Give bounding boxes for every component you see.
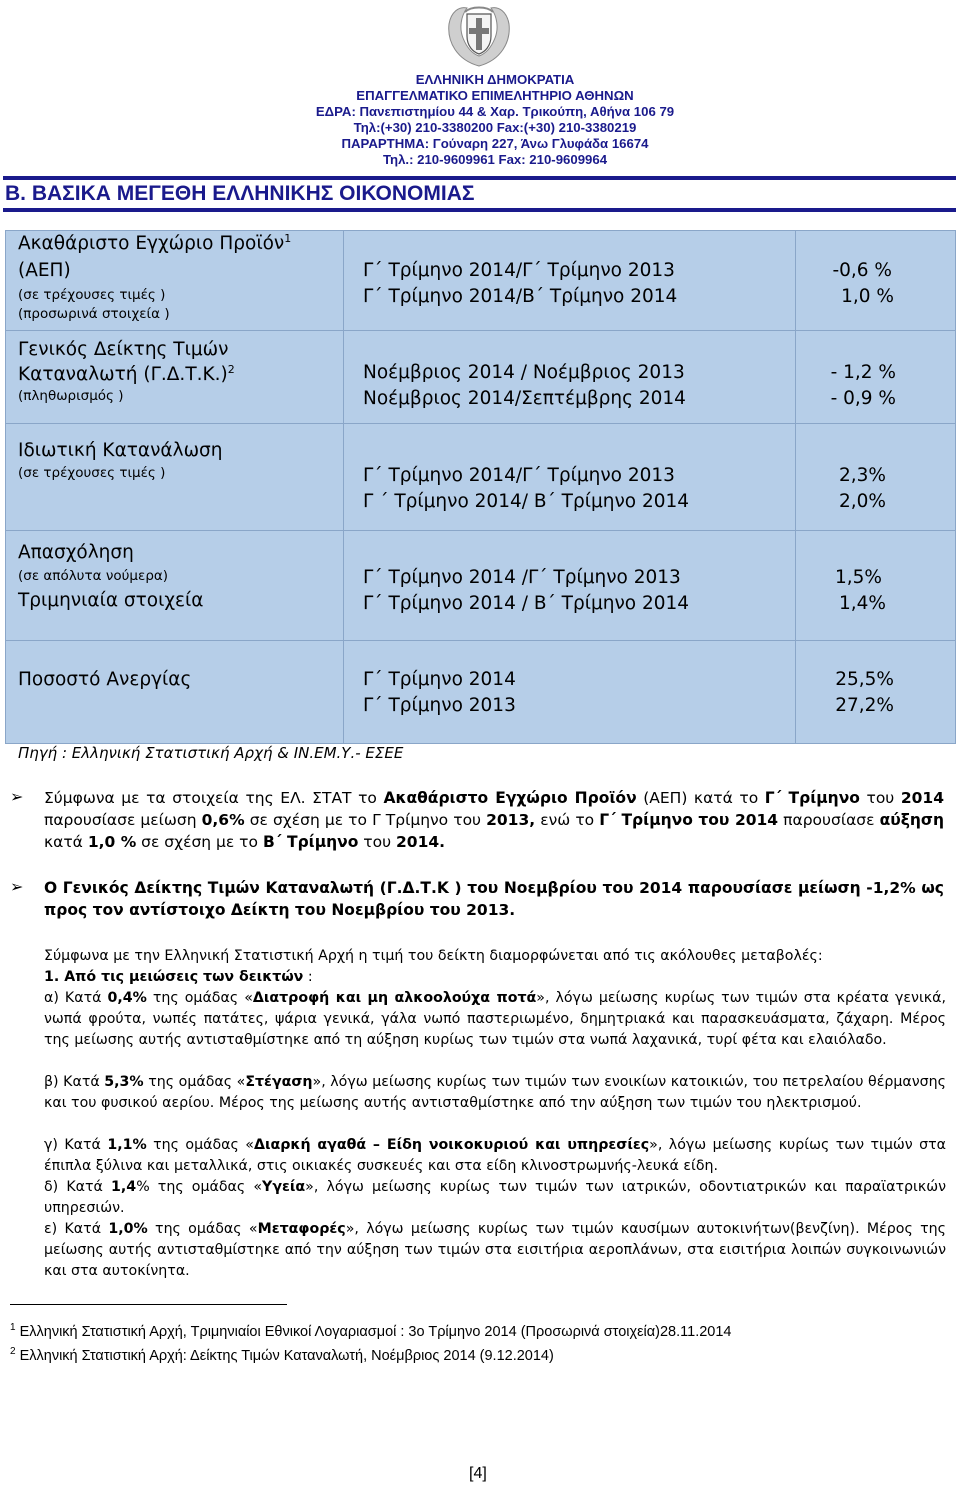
consumption-sub: (σε τρέχουσες τιμές ) [18,465,166,481]
gdp-value-1: -0,6 % [832,260,892,281]
cpi-value-1: - 1,2 % [830,362,896,383]
organization-header [300,72,690,168]
consumption-period-2: Γ ΄ Τρίμηνο 2014/ Β΄ Τρίμηνο 2014 [363,491,690,512]
consumption-value-2: 2,0% [839,491,886,512]
page-number: [4] [469,1465,487,1482]
unemployment-value-1: 25,5% [835,669,894,690]
gdp-value-2: 1,0 % [841,286,894,307]
gdp-sub-1: (σε τρέχουσες τιμές ) [18,287,166,303]
greek-coat-of-arms-icon [443,2,515,72]
gdp-sub-2: (προσωρινά στοιχεία ) [18,306,170,322]
employment-period-2: Γ΄ Τρίμηνο 2014 / Β΄ Τρίμηνο 2014 [363,593,690,614]
table-divider [343,230,344,744]
unemployment-value-2: 27,2% [835,695,894,716]
consumption-value-1: 2,3% [839,465,886,486]
item-c: γ) Κατά 1,1% της ομάδας «Διαρκή αγαθά – Είδη νοικοκυριού και υπηρεσίες», λόγω μείωσης κυρίως των τιμών στα έπιπλα ξύλινα και μεταλλικά, στις οικιακές συσκευές και στα είδη κλινοστρωμνής-λευκά είδη. [44,1137,946,1174]
decreases-heading: 1. Από τις μειώσεις των δεικτών : [44,969,313,985]
cpi-period-2: Νοέμβριος 2014/Σεπτέμβρης 2014 [363,388,686,409]
employment-quarterly: Τριμηνιαία στοιχεία [18,590,204,611]
gdp-period-1: Γ΄ Τρίμηνο 2014/Γ΄ Τρίμηνο 2013 [363,260,675,281]
header-line-4: Τηλ:(+30) 210-3380200 Fax:(+30) 210-3380219 [353,120,637,135]
employment-label: Απασχόληση [18,542,134,563]
gdp-paragraph: Σύμφωνα με τα στοιχεία της ΕΛ. ΣΤΑΤ το Ακαθάριστο Εγχώριο Προϊόν (ΑΕΠ) κατά το Γ΄ Τρίμηνο του 2014 παρουσίασε μείωση 0,6% σε σχέση με το Γ Τρίμηνο του 2013, ενώ το Γ΄ Τρίμηνο του 2014 παρουσίασε αύξηση κατά 1,0 % σε σχέση με το Β΄ Τρίμηνο του 2014. [44,789,945,851]
arrow-bullet-icon: ➢ [10,877,24,896]
employment-sub: (σε απόλυτα νούμερα) [18,568,169,584]
footnote-separator [10,1304,287,1305]
item-e: ε) Κατά 1,0% της ομάδας «Μεταφορές», λόγω μείωσης κυρίως των τιμών καυσίμων αυτοκινήτων(βενζίνη). Μέρος της μείωσης αυτής αντισταθμίστηκε από την αύξηση των τιμών στα εισιτήρια αεροπλάνων, στα εισιτήρια λοιπών συγκοινωνιών και στα αυτοκίνητα. [44,1221,946,1279]
item-d: δ) Κατά 1,4% της ομάδας «Υγεία», λόγω μείωσης κυρίως των τιμών των ιατρικών, οδοντιατρικών και παραϊατρικών υπηρεσιών. [44,1179,947,1216]
employment-period-1: Γ΄ Τρίμηνο 2014 /Γ΄ Τρίμηνο 2013 [363,567,681,588]
item-b: β) Κατά 5,3% της ομάδας «Στέγαση», λόγω μείωσης κυρίως των τιμών των ενοικίων κατοικιών, του πετρελαίου θέρμανσης και του φυσικού αερίου. Μέρος της μείωσης αυτής αντισταθμίστηκε από την αύξηση των τιμών του ηλεκτρισμού. [44,1074,946,1111]
unemployment-period-1: Γ΄ Τρίμηνο 2014 [363,669,516,690]
employment-value-2: 1,4% [839,593,886,614]
cpi-sub: (πληθωρισμός ) [18,388,124,404]
arrow-bullet-icon: ➢ [10,787,24,806]
unemployment-label: Ποσοστό Ανεργίας [18,669,192,690]
header-line-5: ΠΑΡΑΡΤΗΜΑ: Γούναρη 227, Άνω Γλυφάδα 16674 [341,136,649,151]
employment-value-1: 1,5% [835,567,882,588]
consumption-label: Ιδιωτική Κατανάλωση [18,440,223,461]
table-divider [795,230,796,744]
footnote-2: $^2$ Ελληνική Στατιστική Αρχή: Δείκτης Τιμών Καταναλωτή, Νοέμβριος 2014 (9.12.2014) [10,1346,554,1364]
source-note: Πηγή : Ελληνική Στατιστική Αρχή & ΙΝ.ΕΜ.Υ.- ΕΣΕΕ [18,744,404,762]
gdp-period-2: Γ΄ Τρίμηνο 2014/Β΄ Τρίμηνο 2014 [363,286,678,307]
cpi-value-2: - 0,9 % [830,388,896,409]
consumption-period-1: Γ΄ Τρίμηνο 2014/Γ΄ Τρίμηνο 2013 [363,465,675,486]
header-line-3: ΕΔΡΑ: Πανεπιστημίου 44 & Χαρ. Τρικούπη, Αθήνα 106 79 [315,104,675,119]
cpi-paragraph: Ο Γενικός Δείκτης Τιμών Καταναλωτή (Γ.Δ.Τ.Κ ) του Νοεμβρίου του 2014 παρουσίασε μείωση -1,2% ως προς τον αντίστοιχο Δείκτη του Νοεμβρίου του 2013. [44,879,944,919]
table-row-divider [5,640,956,641]
intro-paragraph: Σύμφωνα με την Ελληνική Στατιστική Αρχή η τιμή του δείκτη διαμορφώνεται από τις ακόλουθες μεταβολές: [44,948,823,964]
section-title: Β. ΒΑΣΙΚΑ ΜΕΓΕΘΗ ΕΛΛΗΝΙΚΗΣ ΟΙΚΟΝΟΜΙΑΣ [3,176,956,212]
cpi-period-1: Νοέμβριος 2014 / Νοέμβριος 2013 [363,362,685,383]
footnote-1: $^1$ Ελληνική Στατιστική Αρχή, Τριμηνιαίοι Εθνικοί Λογαριασμοί : 3ο Τρίμηνο 2014 (Προσωρινά στοιχεία)28.11.2014 [10,1322,732,1340]
cpi-label: Γενικός Δείκτης Τιμών [18,339,229,360]
gdp-label-abbr: (ΑΕΠ) [18,260,71,281]
cpi-label-2: Καταναλωτή $(\Gamma.\Delta.T.K.)^2$ [18,363,235,386]
header-line-2: ΕΠΑΓΓΕΛΜΑΤΙΚΟ ΕΠΙΜΕΛΗΤΗΡΙΟ ΑΘΗΝΩΝ [356,88,634,103]
unemployment-period-2: Γ΄ Τρίμηνο 2013 [363,695,516,716]
table-row-divider [5,330,956,331]
header-line-1: ΕΛΛΗΝΙΚΗ ΔΗΜΟΚΡΑΤΙΑ [415,72,575,87]
table-row-divider [5,530,956,531]
table-row-divider [5,423,956,424]
gdp-label: Ακαθάριστο Εγχώριο Προϊόν$^1$ [18,232,292,255]
header-line-6: Τηλ.: 210-9609961 Fax: 210-9609964 [382,152,608,167]
item-a: α) Κατά 0,4% της ομάδας «Διατροφή και μη αλκοολούχα ποτά», λόγω μείωσης κυρίως των τιμών στα κρέατα γενικά, νωπά φρούτα, νωπές πατάτες, ψάρια γενικά, γάλα νωπό παστεριωμένο, δημητριακά και παρασκευάσματα, ζάχαρη. Μέρος της μείωσης αυτής αντισταθμίστηκε από τη αύξηση κυρίως των τιμών στα νωπά λαχανικά, τυρί φέτα και ελαιόλαδο. [44,990,946,1048]
